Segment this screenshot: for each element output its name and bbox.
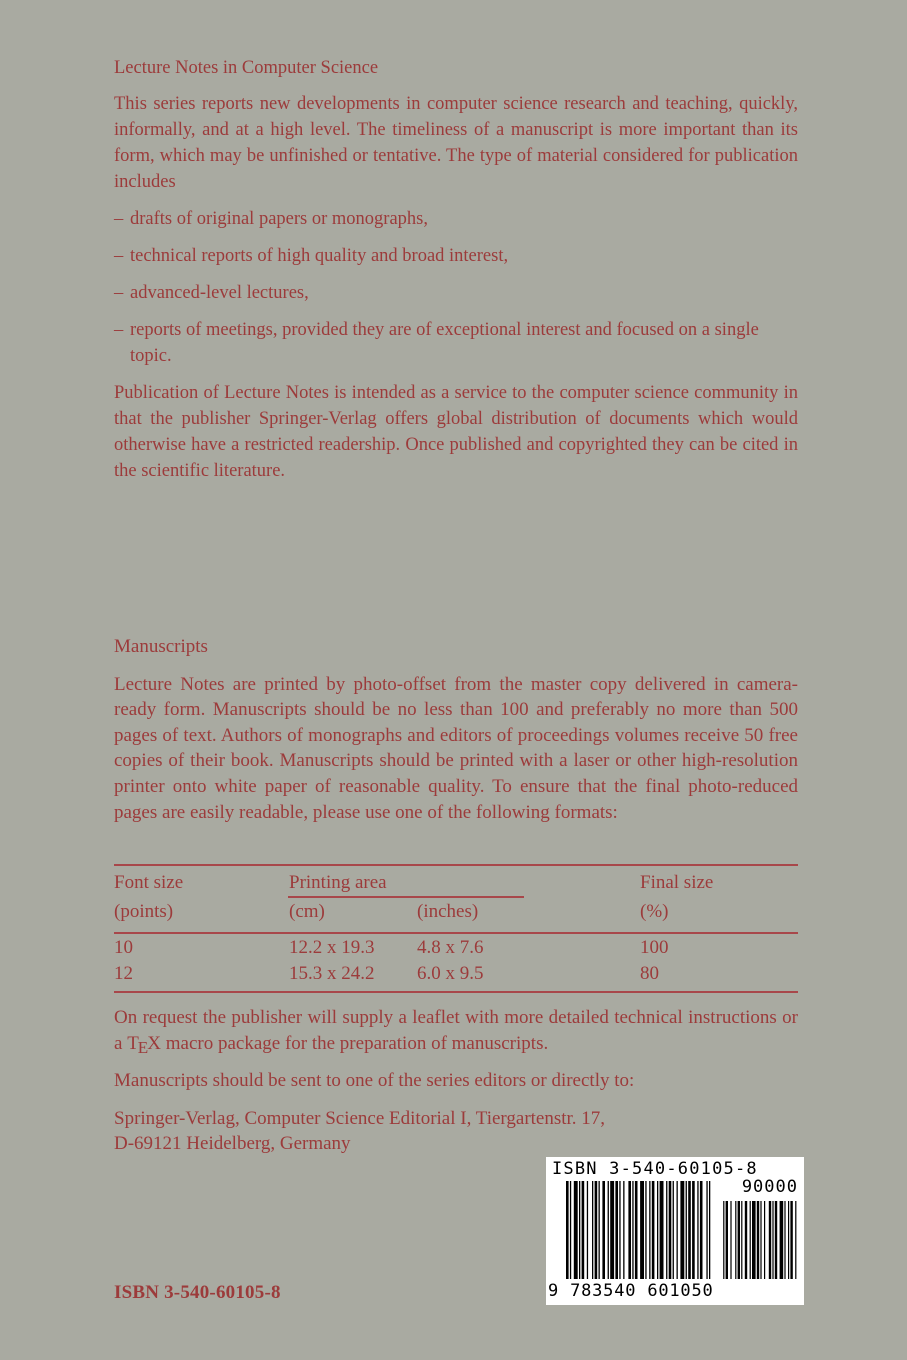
- send-text: Manuscripts should be sent to one of the series editors or directly to:: [114, 1070, 635, 1092]
- barcode-bar: [673, 1181, 674, 1279]
- header-inches: (inches): [417, 901, 479, 922]
- barcode-bar: [566, 1181, 569, 1279]
- barcode-bar: [709, 1181, 710, 1279]
- manuscripts-section: [114, 634, 798, 825]
- barcode-bar: [666, 1181, 667, 1279]
- barcode-bar: [640, 1181, 644, 1279]
- publication-text: Publication of Lecture Notes is intended as a service to the computer science community in that the publisher Springer-Verlag offers global distribution of documents which would otherwise have a restricted readership. Once published and copyrighted they can be cited in the scientific literature.: [114, 383, 798, 481]
- barcode-bar: [700, 1181, 703, 1279]
- barcode-bar: [570, 1181, 571, 1279]
- tex-logo: TEX: [127, 1032, 161, 1057]
- isbn-barcode: [546, 1157, 804, 1305]
- barcode-bar: [602, 1181, 605, 1279]
- barcode-bar: [645, 1181, 646, 1279]
- barcode-addon-bar: [745, 1201, 747, 1279]
- barcode-bar: [688, 1181, 691, 1279]
- series-description: [114, 55, 798, 484]
- barcode-isbn-text: ISBN 3-540-60105-8: [552, 1159, 758, 1179]
- table-bottom-rule: [114, 991, 798, 993]
- barcode-addon-bar: [726, 1201, 728, 1279]
- barcode-bar: [660, 1181, 664, 1279]
- header-final-size: Final size: [640, 872, 714, 893]
- address-line-1: Springer-Verlag, Computer Science Editorial I, Tiergartenstr. 17,: [114, 1107, 606, 1129]
- barcode-bar: [692, 1181, 695, 1279]
- manuscripts-title: Manuscripts: [114, 636, 208, 657]
- barcode-bar: [592, 1181, 593, 1279]
- barcode-addon-bar: [760, 1201, 761, 1279]
- barcode-addon: 90000: [741, 1177, 798, 1197]
- formats-table: Font size (points) Printing area (cm) (inches) Final size (%) 10 12.2 x 19.3 4.8 x 7.6 100 12 15.3 x 24.2 6.0 x 9.5 80: [114, 864, 798, 994]
- barcode-bar: [697, 1181, 698, 1279]
- barcode-bar: [587, 1181, 588, 1279]
- barcode-addon-bar: [780, 1201, 784, 1279]
- barcode-bar: [615, 1181, 618, 1279]
- barcode-addon-bar: [795, 1201, 796, 1279]
- barcode-addon-bar: [752, 1201, 756, 1279]
- barcode-bar: [680, 1181, 684, 1279]
- barcode-addon-bar: [723, 1201, 724, 1279]
- printing-area-rule: [288, 896, 524, 898]
- barcode-addon-bar: [772, 1201, 773, 1279]
- barcode-bar: [579, 1181, 580, 1279]
- barcode-addon-bar: [790, 1201, 792, 1279]
- barcode-addon-bar: [764, 1201, 765, 1279]
- barcode-bar: [686, 1181, 687, 1279]
- barcode-bar: [623, 1181, 624, 1279]
- barcode-bar: [628, 1181, 631, 1279]
- isbn-footer: ISBN 3-540-60105-8: [114, 1282, 281, 1303]
- table-top-rule: [114, 864, 798, 866]
- header-font-size: Font size: [114, 872, 184, 893]
- request-text: On request the publisher will supply a leaflet with more detailed technical instructions or a TEX macro package for the preparation of manuscripts.: [114, 1007, 798, 1057]
- barcode-bar: [632, 1181, 633, 1279]
- barcode-addon-bar: [775, 1201, 777, 1279]
- barcode-addon-bar: [769, 1201, 771, 1279]
- barcode-bar: [649, 1181, 650, 1279]
- submission-info: [114, 1005, 798, 1157]
- series-title: Lecture Notes in Computer Science: [114, 58, 379, 78]
- barcode-bar: [657, 1181, 658, 1279]
- manuscripts-text: Lecture Notes are printed by photo-offset from the master copy delivered in camera-ready form. Manuscripts should be no less than 100 and preferably no more than 500 pages of text. Authors of monographs and editors of proceedings volumes receive 50 free copies of their book. Manuscripts should be printed with a laser or other high-resolution printer onto white paper of reasonable quality. To ensure that the final photo-reduced pages are easily readable, please use one of the following formats:: [114, 673, 798, 823]
- address-line-2: D-69121 Heidelberg, Germany: [114, 1133, 351, 1155]
- barcode-digits: 9 783540 601050: [548, 1281, 714, 1301]
- list-item: – reports of meetings, provided they are of exceptional interest and focused on a single topic.: [114, 320, 759, 366]
- barcode-bar: [599, 1181, 600, 1279]
- barcode-addon-bar: [750, 1201, 751, 1279]
- list-item: – drafts of original papers or monographs,: [114, 209, 428, 229]
- barcode-bar: [582, 1181, 585, 1279]
- header-cm: (cm): [289, 901, 325, 922]
- list-item: – technical reports of high quality and broad interest,: [114, 246, 509, 266]
- header-points: (points): [114, 901, 174, 922]
- header-percent: (%): [640, 901, 669, 922]
- barcode-bar: [669, 1181, 672, 1279]
- barcode-addon-bar: [730, 1201, 731, 1279]
- barcode-addon-bar: [741, 1201, 742, 1279]
- barcode-addon-bar: [738, 1201, 740, 1279]
- barcode-bar: [610, 1181, 614, 1279]
- barcode-bar: [619, 1181, 620, 1279]
- barcode-bar: [677, 1181, 678, 1279]
- barcode-bar: [706, 1181, 707, 1279]
- barcode-bar: [574, 1181, 578, 1279]
- barcode-addon-bar: [784, 1201, 785, 1279]
- header-printing-area: Printing area: [289, 872, 387, 893]
- list-item: – advanced-level lectures,: [114, 283, 309, 303]
- table-header-rule: [114, 932, 798, 934]
- barcode-addon-bar: [788, 1201, 789, 1279]
- barcode-bar: [608, 1181, 609, 1279]
- barcode-addon-bar: [757, 1201, 759, 1279]
- barcode-bar: [595, 1181, 598, 1279]
- series-intro: This series reports new developments in computer science research and teaching, quickly, informally, and at a high level. The timeliness of a manuscript is more important than its form, which may be unfinished or tentative. The type of material considered for publication includes: [114, 94, 798, 192]
- barcode-addon-bar: [735, 1201, 736, 1279]
- barcode-bar: [652, 1181, 655, 1279]
- barcode-bar: [635, 1181, 638, 1279]
